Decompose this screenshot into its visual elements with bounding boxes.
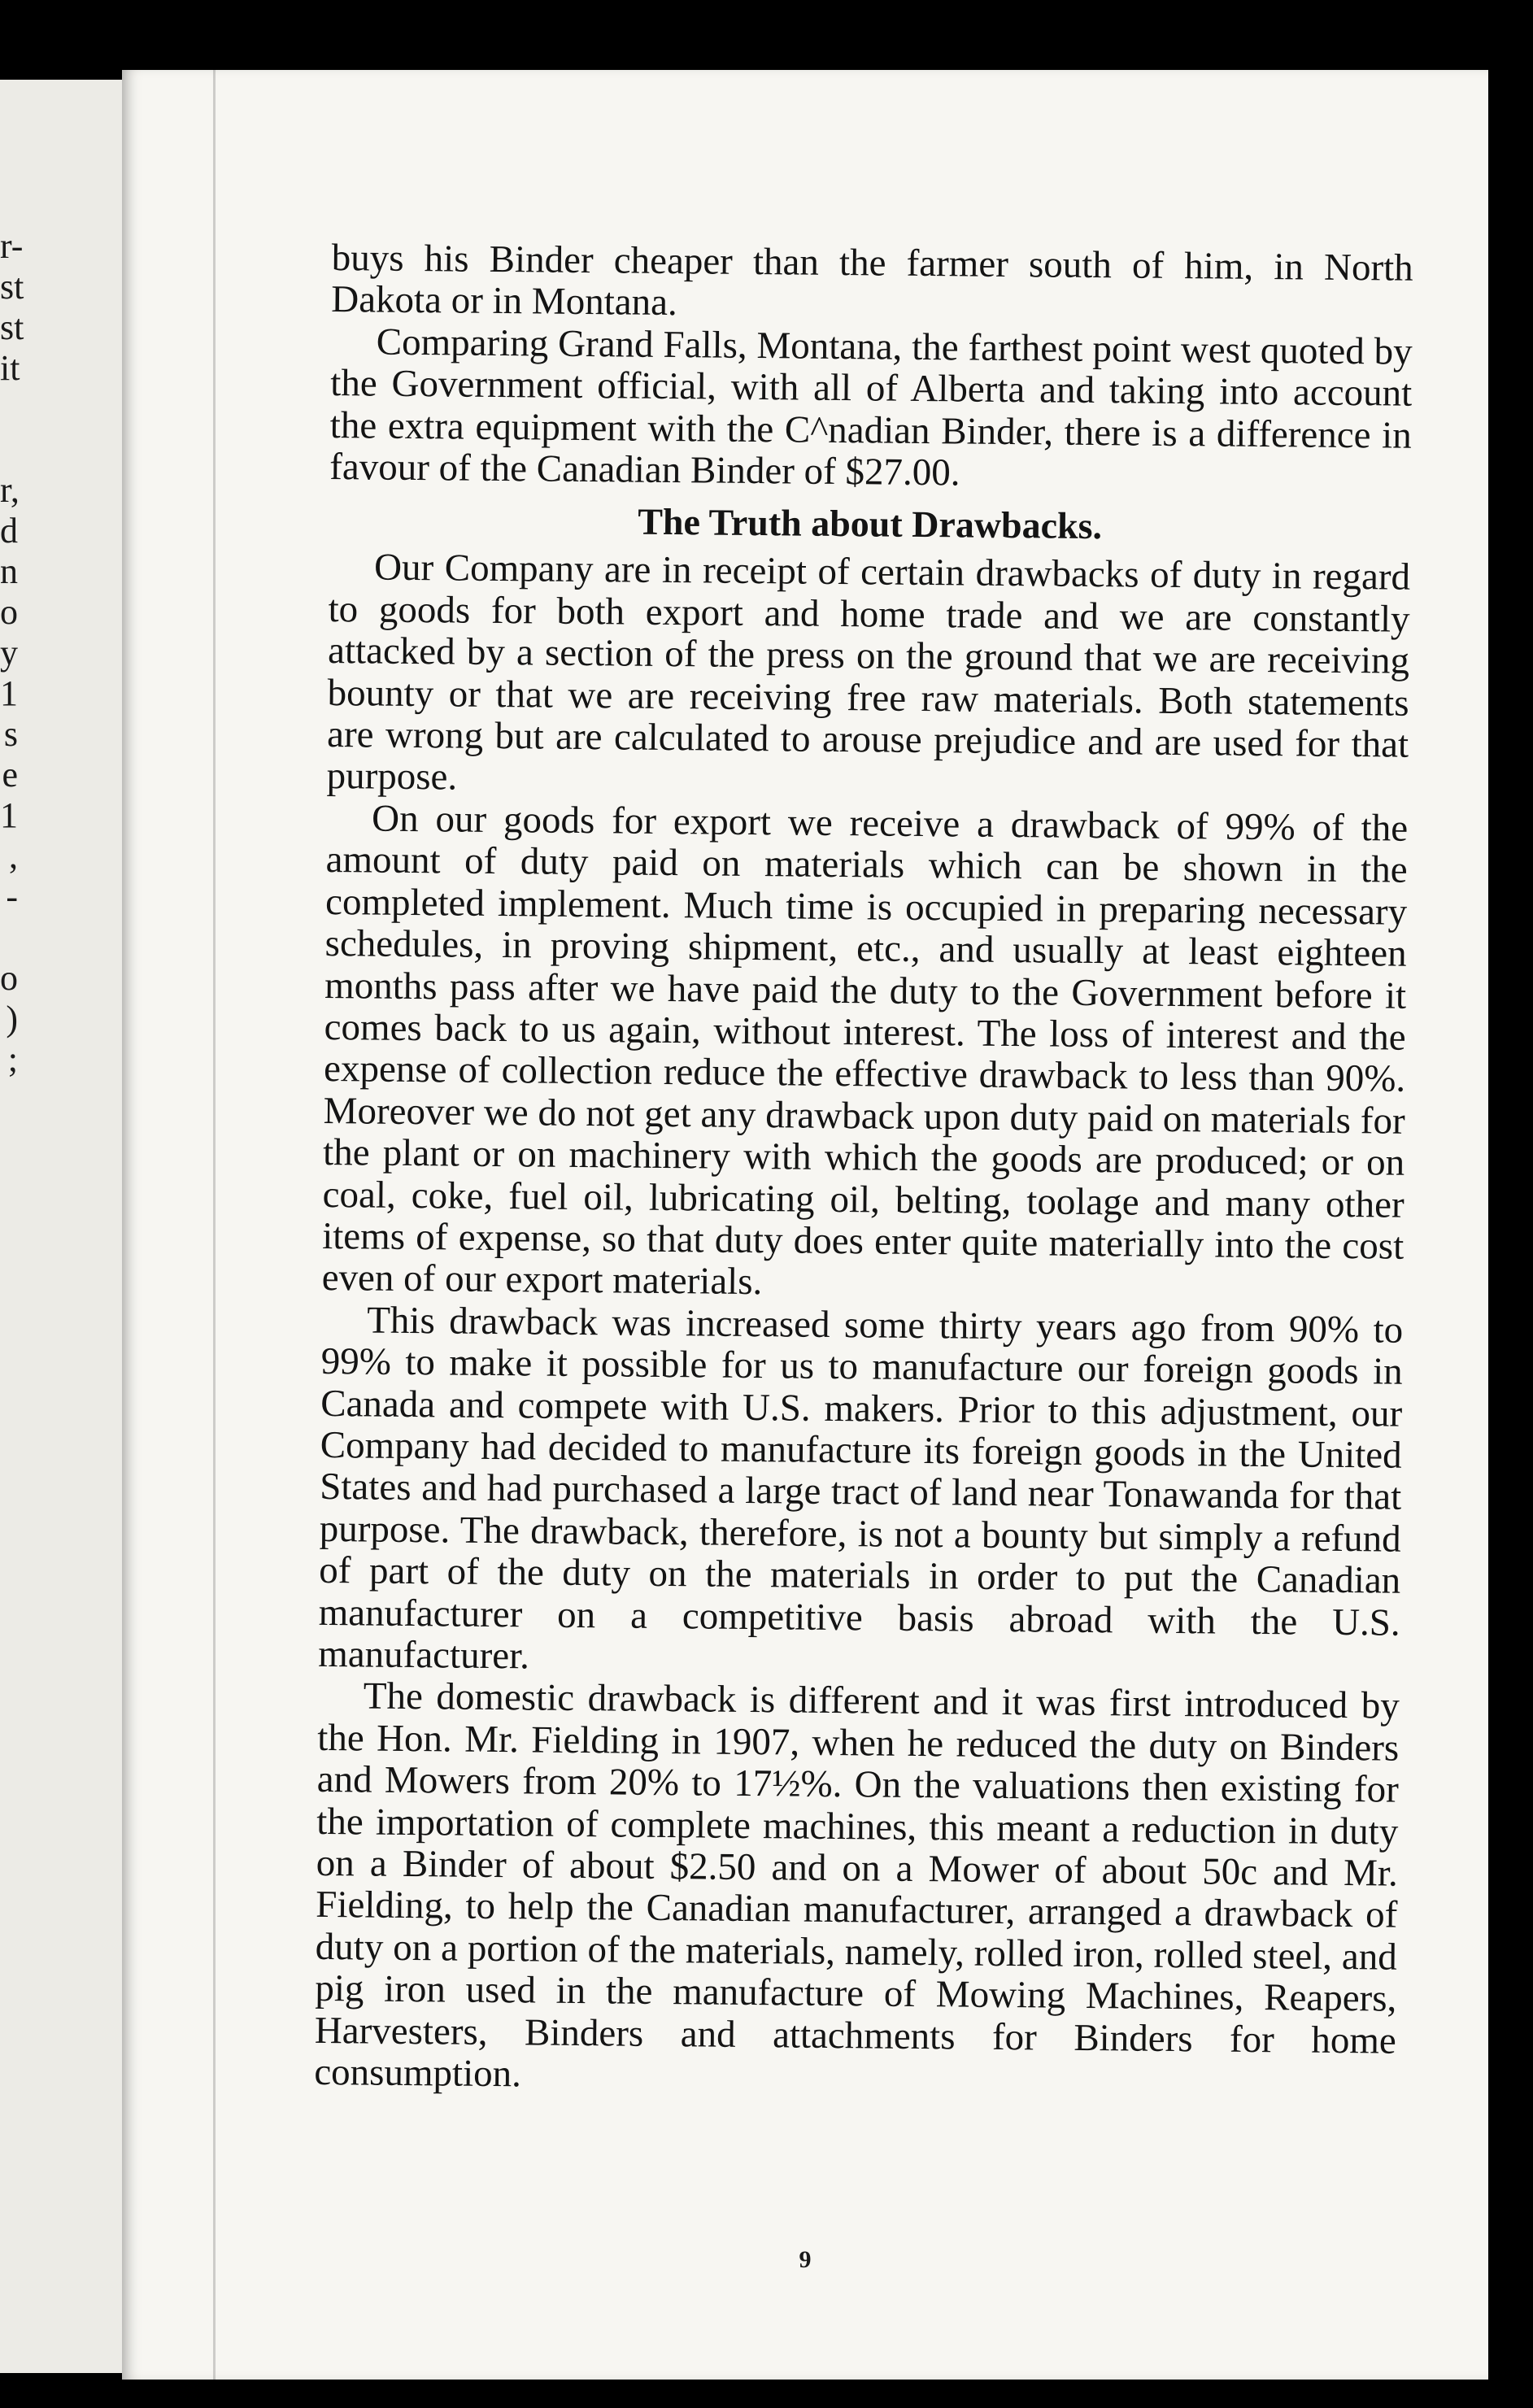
body-text	[314, 237, 1413, 2104]
left-fragment: o	[0, 592, 18, 632]
left-facing-page	[0, 80, 122, 2373]
paragraph: The domestic drawback is different and it was first introduced by the Hon. Mr. Fielding in 1907, when he reduced the duty on Binders and Mowers from 20% to 17½%. On the valuations then existing for the importation of complete machines, this meant a reduction in duty on a Binder of about $2.50 and on a Mower of about 50c and Mr. Fielding, to help the Canadian manufacturer, arranged a drawback of duty on a portion of the materials, namely, rolled iron, rolled steel, and pig iron used in the manufacture of Mowing Machines, Reapers, Harvesters, Binders and attachments for Binders for home consumption.	[314, 1674, 1400, 2096]
left-fragment: n	[0, 551, 18, 591]
paragraph: Comparing Grand Falls, Montana, the farthest point west quoted by the Government official, with all of Alberta and taking into account the extra equipment with the C^nadian Binder, there is a difference in favour of the Canadian Binder of $27.00.	[329, 320, 1413, 494]
left-fragment: d	[0, 511, 18, 551]
left-page-cropped-text	[0, 226, 122, 1080]
left-fragment: )	[6, 999, 18, 1039]
left-fragment: o	[0, 958, 18, 998]
left-fragment: -	[6, 877, 18, 917]
left-fragment: st	[0, 267, 24, 307]
paragraph: buys his Binder cheaper than the farmer south of him, in North Dakota or in Montana.	[331, 237, 1413, 324]
paragraph: This drawback was increased some thirty years ago from 90% to 99% to make it possible for us to manufacture our foreign goods in Canada and compete with U.S. makers. Prior to this adjustment, our Company had decided to manufacture its foreign goods in the United States and had purchased a large tract of land near Tonawanda for that purpose. The drawback, therefore, is not a bounty but simply a refund of part of the duty on the materials in order to put the Canadian manufacturer on a competitive basis abroad with the U.S. manufacturer.	[318, 1299, 1404, 1678]
left-fragment: ;	[7, 1039, 18, 1079]
left-fragment: st	[0, 307, 24, 347]
left-fragment: 1	[0, 795, 18, 835]
left-fragment: s	[3, 714, 18, 754]
left-fragment: e	[2, 755, 18, 795]
scanned-page	[122, 70, 1488, 2380]
left-fragment: y	[0, 633, 18, 673]
left-fragment	[0, 917, 122, 958]
page-gutter	[213, 70, 216, 2380]
paragraph: On our goods for export we receive a drawback of 99% of the amount of duty paid on materials which can be shown in the completed implement. Much time is occupied in preparing necessary schedules, in proving shipment, etc., and usually at least eighteen months pass after we have paid the duty to the Government before it comes back to us again, without interest. The loss of interest and the expense of collection reduce the effective drawback to less than 90%. Moreover we do not get any drawback upon duty paid on materials for the plant or on machinery with which the goods are produced; or on coal, coke, fuel oil, lubricating oil, belting, toolage and many other items of expense, so that duty does enter quite materially into the cost even of our export materials.	[321, 797, 1409, 1304]
left-fragment	[0, 429, 122, 470]
left-fragment: r-	[0, 226, 24, 266]
page-number: 9	[799, 2246, 812, 2273]
left-fragment: r,	[0, 470, 20, 510]
paragraph: Our Company are in receipt of certain drawbacks of duty in regard to goods for both export and home trade and we are constantly attacked by a section of the press on the ground that we are receiving bounty or that we are receiving free raw materials. Both statements are wrong but are calculated to arouse prejudice and are used for that purpose.	[326, 546, 1411, 799]
left-fragment: 1	[0, 673, 18, 713]
left-fragment: it	[0, 348, 20, 388]
section-heading: The Truth about Drawbacks.	[637, 501, 1103, 547]
left-fragment	[0, 389, 122, 429]
left-fragment: ,	[9, 836, 18, 876]
